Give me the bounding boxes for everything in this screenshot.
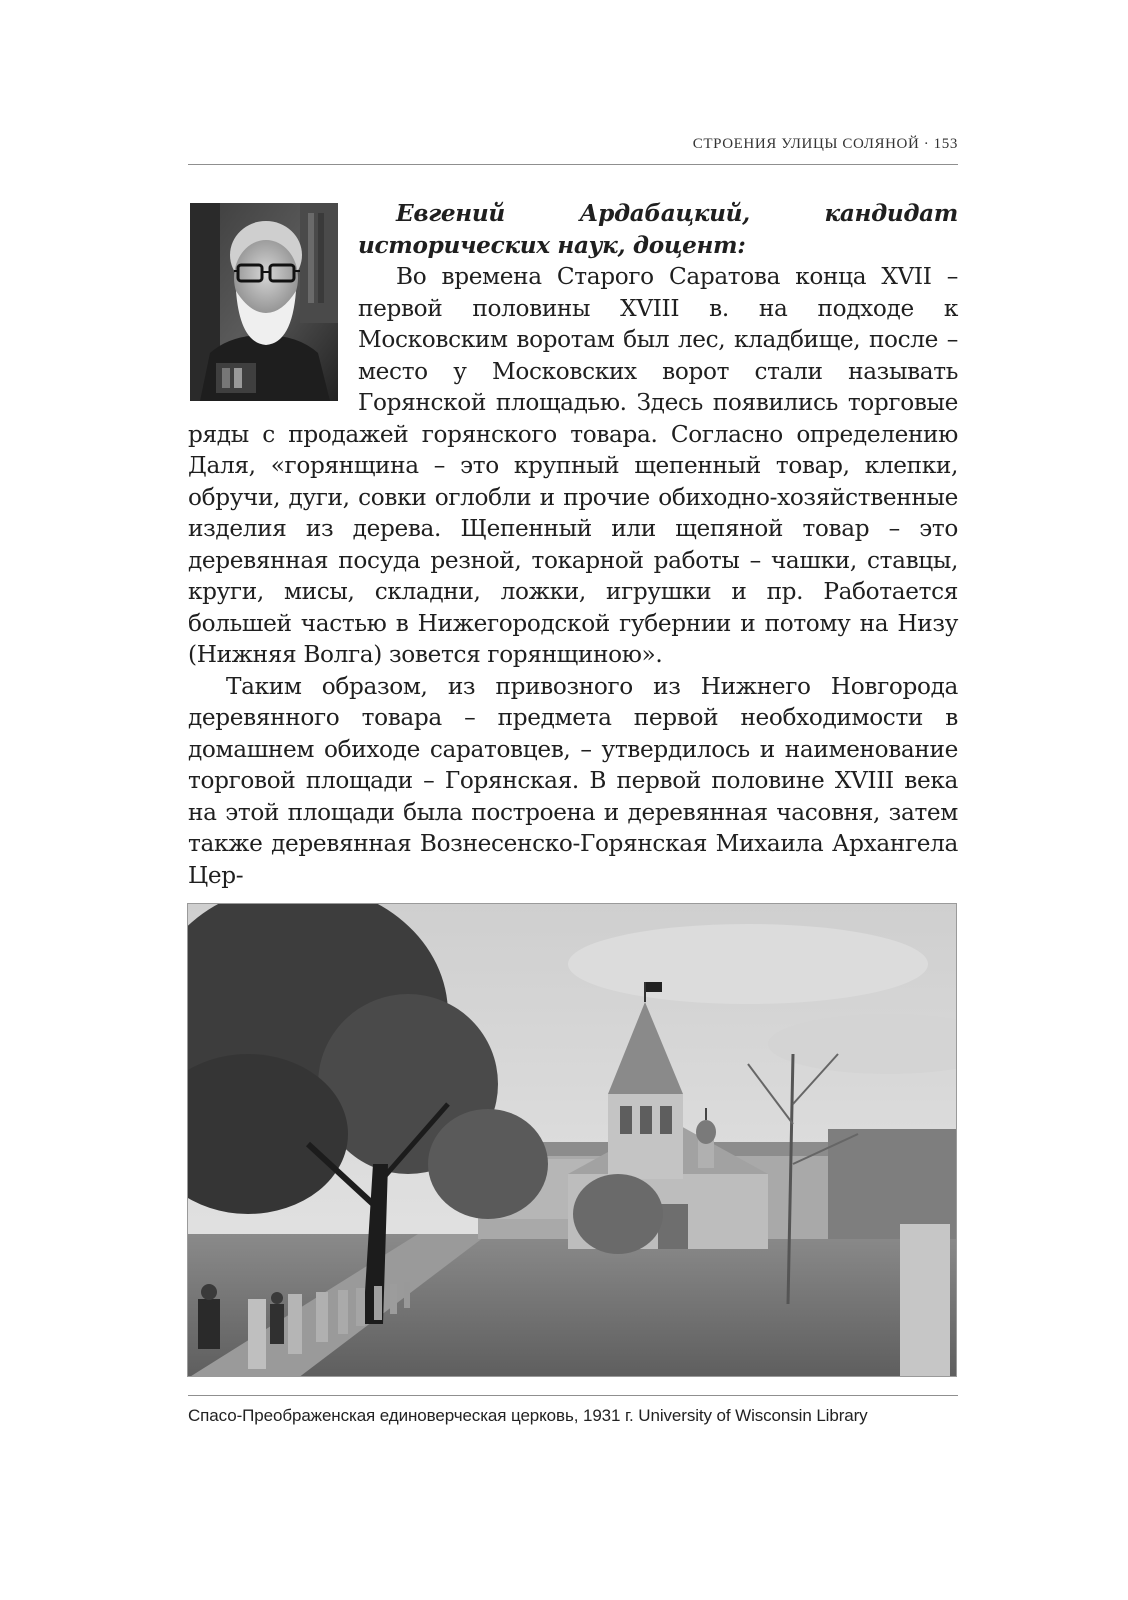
portrait-float-spacer (188, 198, 358, 418)
paragraph-1: Во времена Старого Саратова конца XVII – первой половины XVIII в. на подходе к Московским воротам был лес, кладбище, после – место у Московских ворот стали называть Горянской площадью. Здесь появились торговые ряды с продажей горянского товара. Согласно определению Даля, «горянщина – это крупный щепенный товар, клепки, обручи, дуги, совки оглобли и прочие обиходно-хозяйственные изделия из дерева. Щепенный или щепяной товар – это деревянная посуда резной, токарной работы – чашки, ставцы, круги, мисы, складни, ложки, игрушки и пр. Работается большей частью в Нижегородской губернии и потому на Низу (Нижняя Волга) зовется горянщиною». (188, 263, 958, 668)
photo-caption: Спасо-Преображенская единоверческая церковь, 1931 г. University of Wisconsin Library (188, 1406, 868, 1425)
body-text (188, 198, 958, 891)
church-photograph (187, 903, 957, 1377)
paragraph-2: Таким образом, из привозного из Нижнего Новгорода деревянного товара – предмета первой необходимости в домашнем обиходе саратовцев, – утвердилось и наименование торговой площади – Горянская. В первой половине XVIII века на этой площади была построена и деревянная часовня, затем также деревянная Вознесенско-Горянская Михаила Архангела Цер- (188, 672, 958, 889)
header-rule (188, 164, 958, 165)
running-head: СТРОЕНИЯ УЛИЦЫ СОЛЯНОЙ · 153 (692, 136, 958, 152)
caption-rule (188, 1395, 958, 1396)
author-attribution: Евгений Ардабацкий, кандидат исторических наук, доцент: (358, 200, 958, 259)
